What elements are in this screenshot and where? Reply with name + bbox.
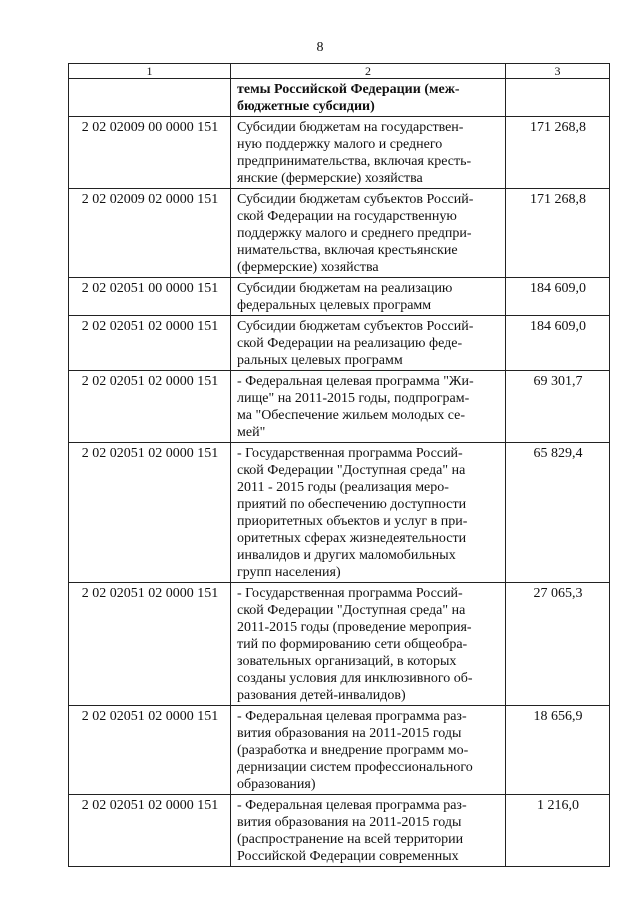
description-line: ма "Обеспечение жильем молодых се- <box>237 408 465 423</box>
description-line: (распространение на всей территории <box>237 832 464 847</box>
row-amount: 65 829,4 <box>506 443 610 583</box>
row-description <box>231 189 506 278</box>
description-line: - Государственная программа Россий- <box>237 586 463 601</box>
page-number: 8 <box>316 40 324 55</box>
table-row <box>69 79 610 117</box>
description-line: приятий по обеспечению доступности <box>237 497 467 512</box>
description-line: дернизации систем профессионального <box>237 760 473 775</box>
row-amount: 171 268,8 <box>506 189 610 278</box>
row-code: 2 02 02051 02 0000 151 <box>69 443 231 583</box>
row-description <box>231 316 506 371</box>
row-code: 2 02 02051 02 0000 151 <box>69 795 231 867</box>
row-description <box>231 278 506 316</box>
table-body <box>69 79 610 867</box>
description-line: Российской Федерации современных <box>237 849 459 864</box>
row-description <box>231 371 506 443</box>
table-row <box>69 278 610 316</box>
table-row <box>69 795 610 867</box>
row-amount <box>506 79 610 117</box>
column-header-code: 1 <box>69 64 231 79</box>
row-description <box>231 795 506 867</box>
description-line: - Государственная программа Россий- <box>237 446 463 461</box>
description-line: инвалидов и других маломобильных <box>237 548 456 563</box>
description-line: ской Федерации на государственную <box>237 209 457 224</box>
row-amount: 27 065,3 <box>506 583 610 706</box>
row-description <box>231 79 506 117</box>
description-line: вития образования на 2011-2015 годы <box>237 726 462 741</box>
description-line: - Федеральная целевая программа "Жи- <box>237 374 474 389</box>
column-header-amount: 3 <box>506 64 610 79</box>
row-code: 2 02 02051 02 0000 151 <box>69 583 231 706</box>
description-line: - Федеральная целевая программа раз- <box>237 709 467 724</box>
description-line: Субсидии бюджетам на государствен- <box>237 120 464 135</box>
description-line: разования детей-инвалидов) <box>237 688 406 703</box>
description-line: Субсидии бюджетам на реализацию <box>237 281 453 296</box>
row-amount: 184 609,0 <box>506 278 610 316</box>
row-code: 2 02 02051 02 0000 151 <box>69 371 231 443</box>
description-line: бюджетные субсидии) <box>237 99 375 114</box>
description-line: темы Российской Федерации (меж- <box>237 82 460 97</box>
row-code: 2 02 02051 00 0000 151 <box>69 278 231 316</box>
description-line: предпринимательства, включая кресть- <box>237 154 472 169</box>
column-header-description: 2 <box>231 64 506 79</box>
description-line: вития образования на 2011-2015 годы <box>237 815 462 830</box>
row-amount: 171 268,8 <box>506 117 610 189</box>
table-row <box>69 189 610 278</box>
description-line: федеральных целевых программ <box>237 298 432 313</box>
row-amount: 69 301,7 <box>506 371 610 443</box>
row-amount: 18 656,9 <box>506 706 610 795</box>
description-line: поддержку малого и среднего предпри- <box>237 226 472 241</box>
description-line: лище" на 2011-2015 годы, подпрограм- <box>237 391 470 406</box>
description-line: мей" <box>237 425 266 440</box>
description-line: ную поддержку малого и среднего <box>237 137 443 152</box>
row-code: 2 02 02009 02 0000 151 <box>69 189 231 278</box>
row-description <box>231 706 506 795</box>
description-line: - Федеральная целевая программа раз- <box>237 798 467 813</box>
description-line: зовательных организаций, в которых <box>237 654 457 669</box>
row-code: 2 02 02051 02 0000 151 <box>69 706 231 795</box>
row-amount: 184 609,0 <box>506 316 610 371</box>
table-row <box>69 443 610 583</box>
description-line: 2011-2015 годы (проведение мероприя- <box>237 620 472 635</box>
description-line: оритетных сферах жизнедеятельности <box>237 531 467 546</box>
description-line: Субсидии бюджетам субъектов Россий- <box>237 319 474 334</box>
table-row <box>69 117 610 189</box>
table-row <box>69 316 610 371</box>
description-line: ской Федерации на реализацию феде- <box>237 336 463 351</box>
table-header-row <box>69 64 610 79</box>
description-line: приоритетных объектов и услуг в при- <box>237 514 468 529</box>
description-line: 2011 - 2015 годы (реализация меро- <box>237 480 449 495</box>
row-code <box>69 79 231 117</box>
description-line: групп населения) <box>237 565 341 580</box>
row-description <box>231 117 506 189</box>
table-row <box>69 371 610 443</box>
table-row <box>69 583 610 706</box>
row-code: 2 02 02009 00 0000 151 <box>69 117 231 189</box>
row-amount: 1 216,0 <box>506 795 610 867</box>
description-line: янские (фермерские) хозяйства <box>237 171 423 186</box>
table-row <box>69 706 610 795</box>
row-description <box>231 583 506 706</box>
description-line: созданы условия для инклюзивного об- <box>237 671 473 686</box>
description-line: ральных целевых программ <box>237 353 403 368</box>
row-description <box>231 443 506 583</box>
description-line: ской Федерации "Доступная среда" на <box>237 603 466 618</box>
description-line: (разработка и внедрение программ мо- <box>237 743 469 758</box>
description-line: образования) <box>237 777 316 792</box>
description-line: нимательства, включая крестьянские <box>237 243 458 258</box>
description-line: ской Федерации "Доступная среда" на <box>237 463 466 478</box>
budget-table <box>68 63 610 867</box>
description-line: Субсидии бюджетам субъектов Россий- <box>237 192 474 207</box>
description-line: тий по формированию сети общеобра- <box>237 637 468 652</box>
row-code: 2 02 02051 02 0000 151 <box>69 316 231 371</box>
description-line: (фермерские) хозяйства <box>237 260 379 275</box>
